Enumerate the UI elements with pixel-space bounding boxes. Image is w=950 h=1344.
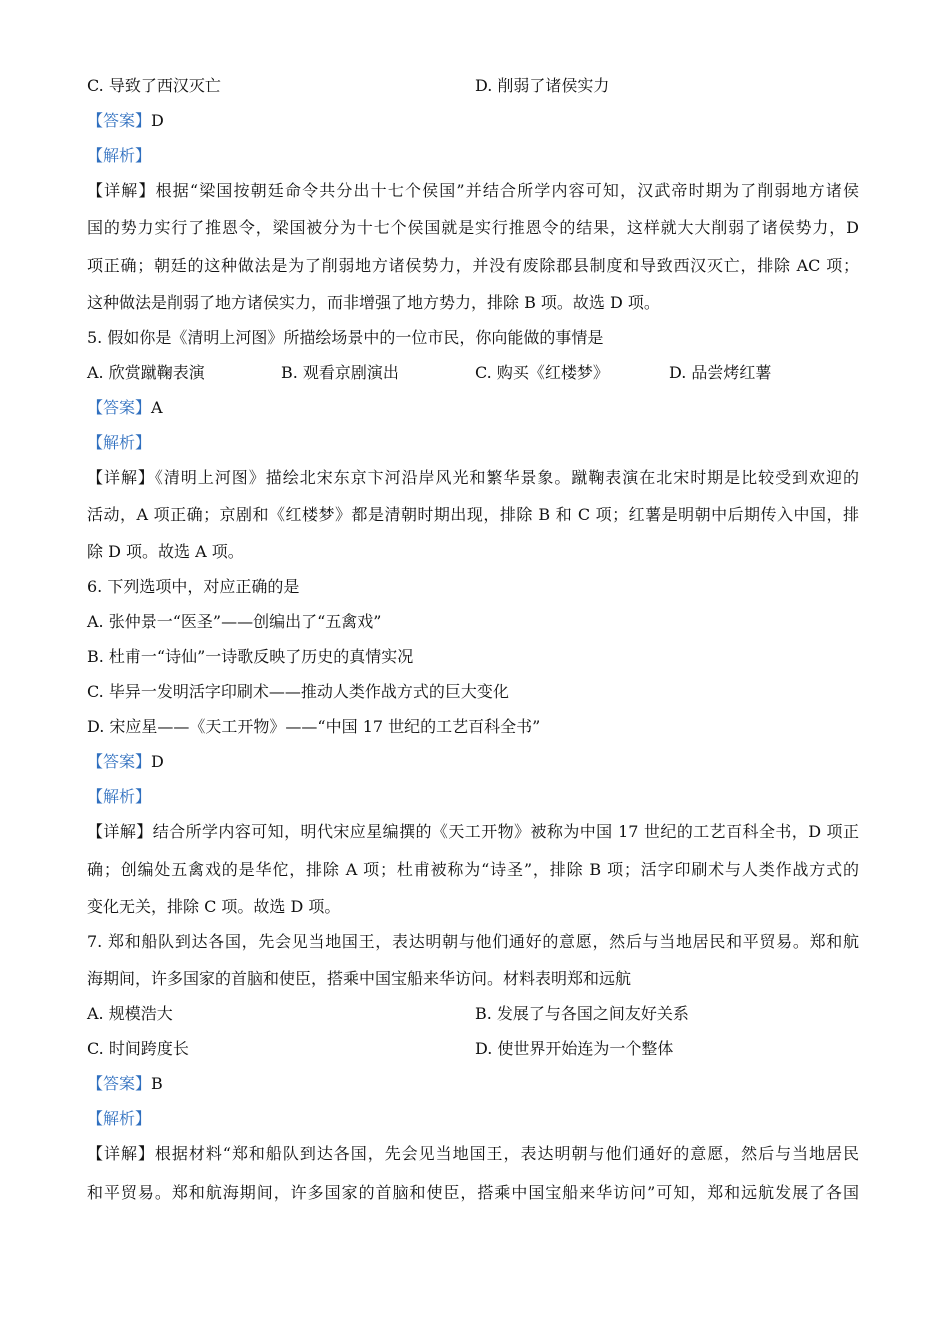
- q6-option-c: C. 毕异一发明活字印刷术——推动人类作战方式的巨大变化: [87, 682, 509, 701]
- q4-detail-line-2: 国的势力实行了推恩令，梁国被分为十七个侯国就是实行推恩令的结果，这样就大大削弱了诸侯势力，D: [87, 218, 859, 237]
- detail-tag: 【详解】: [87, 181, 156, 200]
- answer-tag: 【答案】: [87, 752, 152, 771]
- q4-answer-line: [87, 111, 164, 131]
- q5-detail-line-2: 活动，A 项正确；京剧和《红楼梦》都是清朝时期出现，排除 B 和 C 项；红薯是明朝中后期传入中国，排: [87, 505, 859, 524]
- q5-option-c: C. 购买《红楼梦》: [475, 363, 609, 382]
- q6-option-a: A. 张仲景一“医圣”——创编出了“五禽戏”: [87, 612, 382, 631]
- q5-answer-value: A: [151, 398, 163, 417]
- q4-detail-line-1: [87, 181, 859, 201]
- q6-stem: 6. 下列选项中，对应正确的是: [87, 577, 300, 596]
- q5-answer-line: [87, 398, 163, 418]
- q7-option-c: C. 时间跨度长: [87, 1039, 189, 1058]
- q6-detail-text-1: 结合所学内容可知，明代宋应星编撰的《天工开物》被称为中国 17 世纪的工艺百科全书，D 项正: [152, 822, 859, 841]
- q6-detail-line-2: 确；创编处五禽戏的是华佗，排除 A 项；杜甫被称为“诗圣”，排除 B 项；活字印刷术与人类作战方式的: [87, 860, 859, 879]
- q5-analysis-tag: 【解析】: [87, 433, 152, 452]
- q6-option-d: D. 宋应星——《天工开物》——“中国 17 世纪的工艺百科全书”: [87, 717, 541, 736]
- q5-option-d: D. 品尝烤红薯: [669, 363, 772, 382]
- q7-stem-line-1: 7. 郑和船队到达各国，先会见当地国王，表达明朝与他们通好的意愿，然后与当地居民和平贸易。郑和航: [87, 932, 859, 951]
- q4-detail-line-3: 项正确；朝廷的这种做法是为了削弱地方诸侯势力，并没有废除郡县制度和导致西汉灭亡，排除 AC 项；: [87, 256, 859, 275]
- detail-tag: 【详解】: [87, 822, 153, 841]
- q6-option-b: B. 杜甫一“诗仙”一诗歌反映了历史的真情实况: [87, 647, 414, 666]
- q6-detail-line-3: 变化无关，排除 C 项。故选 D 项。: [87, 897, 341, 916]
- q7-analysis-tag: 【解析】: [87, 1109, 152, 1128]
- q5-stem: 5. 假如你是《清明上河图》所描绘场景中的一位市民，你向能做的事情是: [87, 328, 604, 347]
- q5-option-a: A. 欣赏蹴鞠表演: [87, 363, 205, 382]
- q4-answer-value: D: [151, 111, 164, 130]
- q6-answer-line: [87, 752, 164, 772]
- q4-analysis-tag: 【解析】: [87, 146, 152, 165]
- q7-option-d: D. 使世界开始连为一个整体: [475, 1039, 674, 1058]
- q7-detail-text-1: 根据材料“郑和船队到达各国，先会见当地国王，表达明朝与他们通好的意愿，然后与当地居民: [154, 1144, 859, 1163]
- detail-tag: 【详解】: [87, 468, 155, 487]
- q6-detail-line-1: [87, 822, 859, 842]
- q6-answer-value: D: [151, 752, 164, 771]
- q6-analysis-tag: 【解析】: [87, 787, 152, 806]
- q4-option-c: C. 导致了西汉灭亡: [87, 76, 221, 95]
- q7-option-a: A. 规模浩大: [87, 1004, 173, 1023]
- detail-tag: 【详解】: [87, 1144, 155, 1163]
- q7-detail-line-2: 和平贸易。郑和航海期间，许多国家的首脑和使臣，搭乘中国宝船来华访问”可知，郑和远航发展了各国: [87, 1183, 859, 1202]
- answer-tag: 【答案】: [87, 1074, 152, 1093]
- q4-detail-text-1: 根据“梁国按朝廷命令共分出十七个侯国”并结合所学内容可知，汉武帝时期为了削弱地方诸侯: [155, 181, 859, 200]
- answer-tag: 【答案】: [87, 398, 152, 417]
- q7-stem-line-2: 海期间，许多国家的首脑和使臣，搭乘中国宝船来华访问。材料表明郑和远航: [87, 969, 632, 988]
- q5-detail-line-1: [87, 468, 859, 488]
- q5-option-b: B. 观看京剧演出: [281, 363, 399, 382]
- q7-detail-line-1: [87, 1144, 859, 1164]
- answer-tag: 【答案】: [87, 111, 152, 130]
- q7-option-b: B. 发展了与各国之间友好关系: [475, 1004, 689, 1023]
- q4-option-d: D. 削弱了诸侯实力: [475, 76, 610, 95]
- q7-answer-line: [87, 1074, 163, 1094]
- q7-answer-value: B: [151, 1074, 163, 1093]
- q5-detail-line-3: 除 D 项。故选 A 项。: [87, 542, 244, 561]
- q4-detail-line-4: 这种做法是削弱了地方诸侯实力，而非增强了地方势力，排除 B 项。故选 D 项。: [87, 293, 660, 312]
- q5-detail-text-1: 《清明上河图》描绘北宋东京卞河沿岸风光和繁华景象。蹴鞠表演在北宋时期是比较受到欢迎的: [154, 468, 859, 487]
